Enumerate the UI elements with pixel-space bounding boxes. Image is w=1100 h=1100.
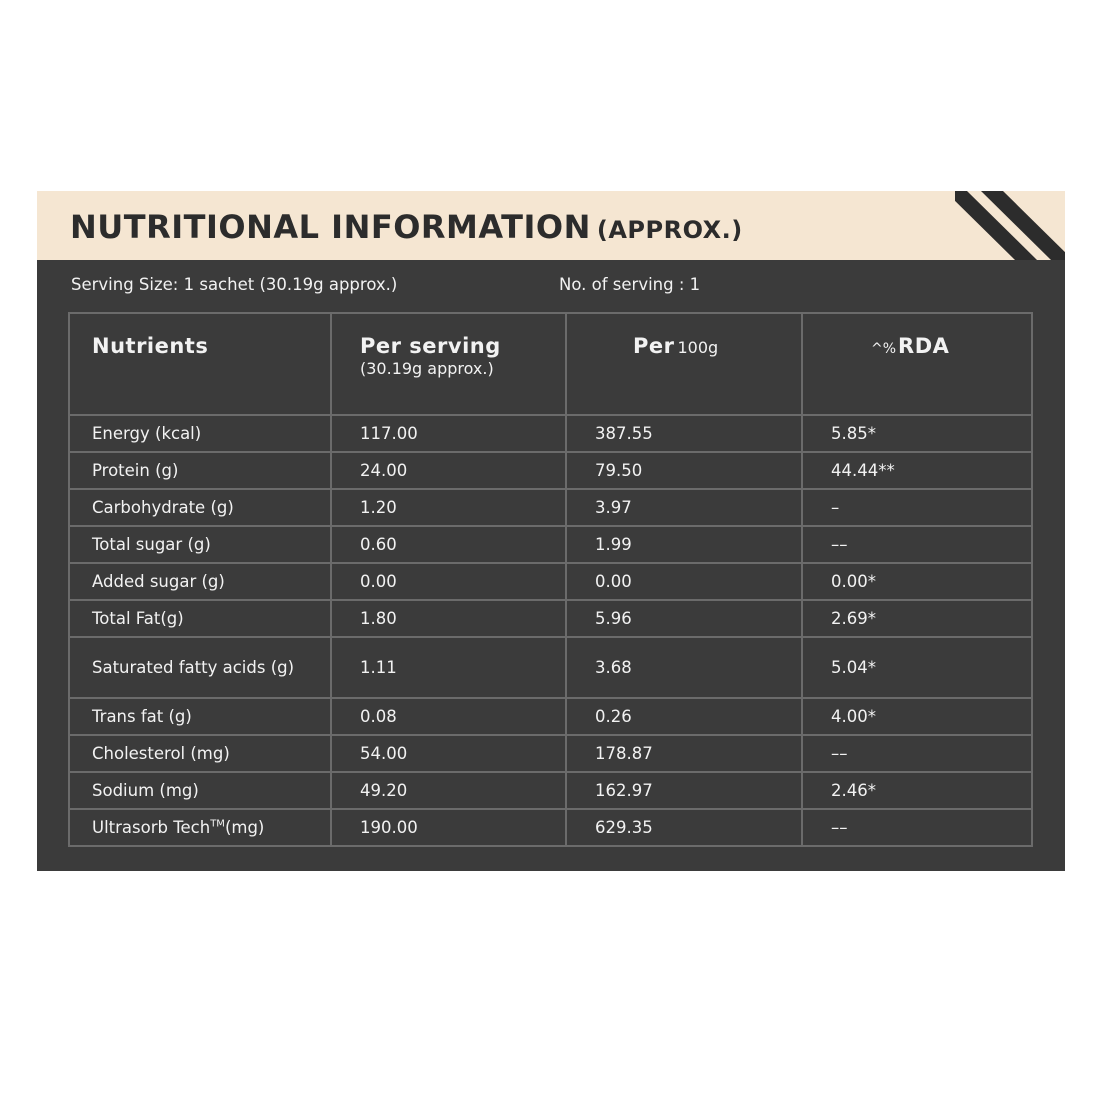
per-100g-value: 5.96	[566, 600, 802, 637]
rda-value: ––	[802, 809, 1032, 846]
nutrient-name: Saturated fatty acids (g)	[69, 637, 331, 698]
nutrient-name: Total Fat(g)	[69, 600, 331, 637]
table-row	[69, 489, 1032, 526]
table-row	[69, 772, 1032, 809]
per-100g-value: 162.97	[566, 772, 802, 809]
per-serving-value: 0.00	[331, 563, 566, 600]
table-row	[69, 563, 1032, 600]
per-100g-header-label: Per	[633, 334, 675, 358]
rda-value: 5.85*	[802, 415, 1032, 452]
rda-value: –	[802, 489, 1032, 526]
nutrient-name: Energy (kcal)	[69, 415, 331, 452]
page-title	[70, 208, 743, 246]
per-serving-value: 0.08	[331, 698, 566, 735]
table-row	[69, 809, 1032, 846]
rda-value: 4.00*	[802, 698, 1032, 735]
per-100g-value: 387.55	[566, 415, 802, 452]
rda-value: ––	[802, 526, 1032, 563]
rda-value: 2.69*	[802, 600, 1032, 637]
table-row	[69, 415, 1032, 452]
per-serving-header-note: (30.19g approx.)	[360, 359, 494, 378]
nutrient-name: Carbohydrate (g)	[69, 489, 331, 526]
table-row	[69, 698, 1032, 735]
rda-header-prefix: ^%	[871, 341, 897, 357]
per-100g-value: 0.26	[566, 698, 802, 735]
rda-value: ––	[802, 735, 1032, 772]
per-serving-value: 24.00	[331, 452, 566, 489]
nutrient-name: Total sugar (g)	[69, 526, 331, 563]
nutrients-header-label: Nutrients	[92, 334, 209, 358]
diagonal-stripes-decoration	[955, 191, 1065, 260]
table-row	[69, 452, 1032, 489]
table-row	[69, 600, 1032, 637]
table-header-row	[69, 313, 1032, 415]
per-serving-value: 54.00	[331, 735, 566, 772]
per-serving-value: 117.00	[331, 415, 566, 452]
rda-header-label: RDA	[898, 334, 950, 358]
serving-count: No. of serving : 1	[559, 275, 701, 294]
rda-value: 0.00*	[802, 563, 1032, 600]
per-100g-value: 3.97	[566, 489, 802, 526]
nutrient-unit: (mg)	[224, 818, 265, 837]
per-serving-value: 0.60	[331, 526, 566, 563]
nutrition-panel	[37, 191, 1065, 871]
table-row	[69, 735, 1032, 772]
per-serving-value: 190.00	[331, 809, 566, 846]
nutrient-name: Sodium (mg)	[69, 772, 331, 809]
per-serving-value: 1.11	[331, 637, 566, 698]
title-suffix: (APPROX.)	[596, 216, 743, 244]
table-row	[69, 526, 1032, 563]
column-header-per-100g	[566, 313, 802, 415]
rda-value: 44.44**	[802, 452, 1032, 489]
per-100g-value: 178.87	[566, 735, 802, 772]
per-serving-header-label: Per serving	[360, 334, 501, 358]
nutrition-table	[68, 312, 1033, 847]
nutrient-name: Protein (g)	[69, 452, 331, 489]
nutrient-name: Trans fat (g)	[69, 698, 331, 735]
column-header-rda	[802, 313, 1032, 415]
per-serving-value: 1.80	[331, 600, 566, 637]
per-serving-value: 1.20	[331, 489, 566, 526]
per-100g-value: 629.35	[566, 809, 802, 846]
panel-header	[37, 191, 1065, 260]
trademark-mark: TM	[210, 818, 225, 830]
table-row	[69, 637, 1032, 698]
per-100g-value: 1.99	[566, 526, 802, 563]
serving-size: Serving Size: 1 sachet (30.19g approx.)	[71, 275, 398, 294]
rda-value: 5.04*	[802, 637, 1032, 698]
per-100g-value: 0.00	[566, 563, 802, 600]
per-serving-value: 49.20	[331, 772, 566, 809]
nutrient-name	[69, 809, 331, 846]
nutrient-name: Added sugar (g)	[69, 563, 331, 600]
nutrient-name-text: Ultrasorb Tech	[92, 818, 211, 837]
per-100g-header-unit: 100g	[677, 338, 719, 357]
per-100g-value: 3.68	[566, 637, 802, 698]
rda-value: 2.46*	[802, 772, 1032, 809]
column-header-per-serving	[331, 313, 566, 415]
nutrient-name: Cholesterol (mg)	[69, 735, 331, 772]
per-100g-value: 79.50	[566, 452, 802, 489]
title-main: NUTRITIONAL INFORMATION	[70, 208, 591, 246]
column-header-nutrients	[69, 313, 331, 415]
